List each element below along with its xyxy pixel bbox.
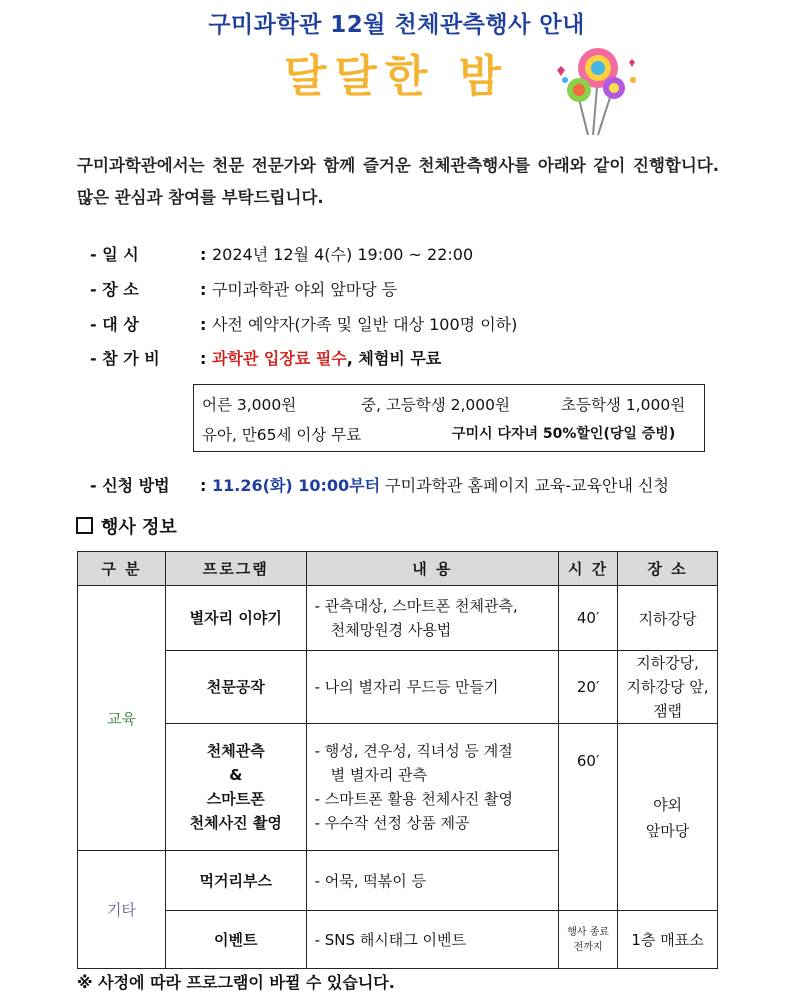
fee-adult: 어른 3,000원	[202, 396, 297, 414]
table-row	[78, 586, 718, 651]
checkbox-icon	[76, 517, 93, 534]
info-date: - 일 시 : 2024년 12월 4(수) 19:00 ~ 22:00	[90, 242, 473, 265]
header-content: 내 용	[306, 552, 559, 586]
fee-discount: 구미시 다자녀 50%할인(당일 증빙)	[452, 426, 676, 442]
program-content: - 관측대상, 스마트폰 천체관측, 천체망원경 사용법	[306, 586, 559, 651]
info-apply: - 신청 방법 : 11.26(화) 10:00부터 구미과학관 홈페이지 교육-교육안내 신청	[90, 473, 669, 496]
header-program: 프로그램	[165, 552, 306, 586]
program-name: 이벤트	[165, 911, 306, 969]
table-header-row	[78, 552, 718, 586]
target-label: - 대 상	[90, 315, 139, 334]
fee-table-box	[193, 384, 705, 452]
apply-date: 11.26(화) 10:00부터	[211, 476, 381, 495]
program-place: 지하강당, 지하강당 앞, 잼랩	[618, 651, 718, 724]
program-content: - 행성, 견우성, 직녀성 등 계절 별 별자리 관측 - 스마트폰 활용 천체사진 촬영 - 우수작 선정 상품 제공	[306, 724, 559, 851]
fee-teen: 중, 고등학생 2,000원	[361, 396, 510, 414]
apply-label: - 신청 방법	[90, 476, 170, 495]
event-info-table	[77, 551, 718, 969]
program-time: 20′	[559, 651, 618, 724]
program-name: 천체관측 & 스마트폰 천체사진 촬영	[165, 724, 306, 851]
lollipop-icon	[543, 40, 643, 140]
info-fee: - 참 가 비 : 과학관 입장료 필수, 체험비 무료	[90, 346, 441, 369]
target-value: 사전 예약자(가족 및 일반 대상 100명 이하)	[211, 315, 518, 334]
program-name: 천문공작	[165, 651, 306, 724]
program-place: 1층 매표소	[618, 911, 718, 969]
section-title	[76, 513, 177, 539]
fee-infant: 유아, 만65세 이상 무료	[202, 426, 362, 444]
table-row	[78, 651, 718, 724]
category-education: 교육	[78, 586, 166, 851]
apply-method: 구미과학관 홈페이지 교육-교육안내 신청	[385, 476, 669, 495]
program-time: 행사 종료 전까지	[559, 911, 618, 969]
place-value: 구미과학관 야외 앞마당 등	[211, 280, 398, 299]
footnote: ※ 사정에 따라 프로그램이 바뀔 수 있습니다.	[77, 973, 395, 992]
program-time: 60′	[559, 724, 618, 911]
section-title-text: 행사 정보	[101, 517, 177, 538]
header-place: 장 소	[618, 552, 718, 586]
table-row	[78, 911, 718, 969]
place-label: - 장 소	[90, 280, 139, 299]
fee-required: 과학관 입장료 필수	[211, 349, 347, 368]
program-content: - 어묵, 떡볶이 등	[306, 851, 559, 911]
info-place: - 장 소 : 구미과학관 야외 앞마당 등	[90, 277, 397, 300]
program-place: 지하강당	[618, 586, 718, 651]
program-time: 40′	[559, 586, 618, 651]
table-row	[78, 724, 718, 851]
fee-child: 초등학생 1,000원	[561, 396, 686, 414]
program-name: 별자리 이야기	[165, 586, 306, 651]
date-value: 2024년 12월 4(수) 19:00 ~ 22:00	[211, 245, 474, 264]
date-label: - 일 시	[90, 245, 139, 264]
page-title: 달달한 밤	[283, 51, 510, 102]
fee-label: - 참 가 비	[90, 349, 160, 368]
headline: 구미과학관 12월 천체관측행사 안내	[208, 12, 585, 38]
info-target: - 대 상 : 사전 예약자(가족 및 일반 대상 100명 이하)	[90, 312, 517, 335]
category-etc: 기타	[78, 851, 166, 969]
program-place: 야외 앞마당	[618, 724, 718, 911]
intro-paragraph: 구미과학관에서는 천문 전문가와 함께 즐거운 천체관측행사를 아래와 같이 진행합니다. 많은 관심과 참여를 부탁드립니다.	[77, 156, 719, 207]
header-category: 구 분	[78, 552, 166, 586]
header-time: 시 간	[559, 552, 618, 586]
fee-free: , 체험비 무료	[346, 349, 442, 368]
program-content: - SNS 해시태그 이벤트	[306, 911, 559, 969]
program-content: - 나의 별자리 무드등 만들기	[306, 651, 559, 724]
program-name: 먹거리부스	[165, 851, 306, 911]
